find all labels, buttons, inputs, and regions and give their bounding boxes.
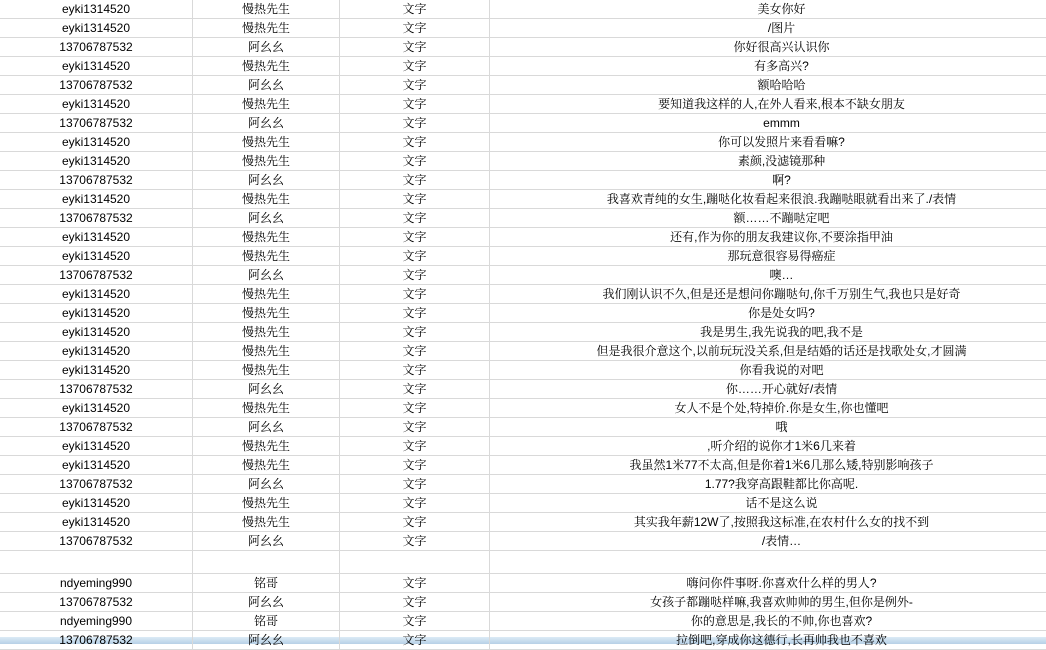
cell-nickname[interactable]: 阿幺幺 bbox=[193, 631, 340, 650]
cell-nickname[interactable]: 慢热先生 bbox=[193, 95, 340, 114]
cell-message[interactable]: 那玩意很容易得癌症 bbox=[490, 247, 1046, 266]
cell-message[interactable]: 嗨问你件事呀.你喜欢什么样的男人? bbox=[490, 574, 1046, 593]
cell-account-id[interactable]: eyki1314520 bbox=[0, 0, 193, 19]
cell-nickname[interactable]: 阿幺幺 bbox=[193, 593, 340, 612]
cell-nickname[interactable]: 慢热先生 bbox=[193, 190, 340, 209]
cell-account-id[interactable] bbox=[0, 551, 193, 574]
cell-account-id[interactable]: eyki1314520 bbox=[0, 228, 193, 247]
cell-message[interactable]: 美女你好 bbox=[490, 0, 1046, 19]
table-row bbox=[0, 95, 1046, 114]
table-row bbox=[0, 380, 1046, 399]
cell-nickname[interactable]: 阿幺幺 bbox=[193, 266, 340, 285]
table-row bbox=[0, 171, 1046, 190]
cell-nickname[interactable]: 阿幺幺 bbox=[193, 38, 340, 57]
cell-account-id[interactable]: 13706787532 bbox=[0, 76, 193, 95]
cell-message-type[interactable]: 文字 bbox=[340, 361, 490, 380]
table-row bbox=[0, 612, 1046, 631]
cell-message-type[interactable]: 文字 bbox=[340, 380, 490, 399]
cell-message[interactable]: 有多高兴? bbox=[490, 57, 1046, 76]
cell-account-id[interactable]: eyki1314520 bbox=[0, 285, 193, 304]
cell-nickname[interactable]: 慢热先生 bbox=[193, 513, 340, 532]
cell-message-type[interactable]: 文字 bbox=[340, 285, 490, 304]
cell-account-id[interactable]: 13706787532 bbox=[0, 209, 193, 228]
cell-account-id[interactable]: eyki1314520 bbox=[0, 342, 193, 361]
cell-message-type[interactable]: 文字 bbox=[340, 19, 490, 38]
cell-account-id[interactable]: eyki1314520 bbox=[0, 361, 193, 380]
cell-message-type[interactable]: 文字 bbox=[340, 437, 490, 456]
cell-message[interactable]: 额哈哈哈 bbox=[490, 76, 1046, 95]
cell-message-type[interactable]: 文字 bbox=[340, 399, 490, 418]
cell-account-id[interactable]: 13706787532 bbox=[0, 114, 193, 133]
cell-account-id[interactable]: eyki1314520 bbox=[0, 95, 193, 114]
table-row bbox=[0, 456, 1046, 475]
cell-account-id[interactable]: 13706787532 bbox=[0, 593, 193, 612]
cell-message-type[interactable]: 文字 bbox=[340, 228, 490, 247]
cell-account-id[interactable]: ndyeming990 bbox=[0, 612, 193, 631]
cell-message-type[interactable]: 文字 bbox=[340, 418, 490, 437]
cell-account-id[interactable]: eyki1314520 bbox=[0, 399, 193, 418]
cell-message-type[interactable]: 文字 bbox=[340, 266, 490, 285]
cell-nickname[interactable]: 阿幺幺 bbox=[193, 114, 340, 133]
table-row bbox=[0, 209, 1046, 228]
cell-message-type[interactable]: 文字 bbox=[340, 76, 490, 95]
table-row bbox=[0, 631, 1046, 650]
cell-message[interactable]: 拉倒吧,穿成你这德行,长再帅我也不喜欢 bbox=[490, 631, 1046, 650]
cell-nickname[interactable]: 慢热先生 bbox=[193, 19, 340, 38]
table-row bbox=[0, 57, 1046, 76]
table-row bbox=[0, 285, 1046, 304]
cell-message[interactable]: 我喜欢青纯的女生,蹦哒化妆看起来很浪.我蹦哒眼就看出来了./表情 bbox=[490, 190, 1046, 209]
table-row bbox=[0, 342, 1046, 361]
cell-nickname[interactable]: 阿幺幺 bbox=[193, 171, 340, 190]
cell-message[interactable]: 噢… bbox=[490, 266, 1046, 285]
cell-account-id[interactable]: eyki1314520 bbox=[0, 190, 193, 209]
cell-message[interactable]: 你的意思是,我长的不帅,你也喜欢? bbox=[490, 612, 1046, 631]
cell-account-id[interactable]: 13706787532 bbox=[0, 418, 193, 437]
table-row bbox=[0, 76, 1046, 95]
cell-account-id[interactable]: eyki1314520 bbox=[0, 19, 193, 38]
cell-message[interactable]: 我是男生,我先说我的吧,我不是 bbox=[490, 323, 1046, 342]
cell-nickname[interactable]: 铭哥 bbox=[193, 612, 340, 631]
cell-account-id[interactable]: ndyeming990 bbox=[0, 574, 193, 593]
cell-message-type[interactable]: 文字 bbox=[340, 304, 490, 323]
cell-account-id[interactable]: eyki1314520 bbox=[0, 437, 193, 456]
cell-message[interactable]: 哦 bbox=[490, 418, 1046, 437]
cell-message[interactable]: 素颜,没滤镜那种 bbox=[490, 152, 1046, 171]
table-row bbox=[0, 532, 1046, 551]
cell-account-id[interactable]: eyki1314520 bbox=[0, 304, 193, 323]
cell-nickname[interactable]: 慢热先生 bbox=[193, 494, 340, 513]
cell-nickname[interactable]: 慢热先生 bbox=[193, 323, 340, 342]
cell-message-type[interactable]: 文字 bbox=[340, 247, 490, 266]
cell-message[interactable]: 我虽然1米77不太高,但是你着1米6几那么矮,特别影响孩子 bbox=[490, 456, 1046, 475]
cell-nickname[interactable]: 阿幺幺 bbox=[193, 76, 340, 95]
cell-message-type[interactable]: 文字 bbox=[340, 593, 490, 612]
cell-message[interactable]: 要知道我这样的人,在外人看来,根本不缺女朋友 bbox=[490, 95, 1046, 114]
table-row bbox=[0, 437, 1046, 456]
table-row bbox=[0, 574, 1046, 593]
cell-message[interactable]: 女孩子都蹦哒样嘛,我喜欢帅帅的男生,但你是例外- bbox=[490, 593, 1046, 612]
cell-nickname[interactable]: 阿幺幺 bbox=[193, 380, 340, 399]
cell-message[interactable]: 额……不蹦哒定吧 bbox=[490, 209, 1046, 228]
cell-message[interactable]: 其实我年薪12W了,按照我这标准,在农村什么女的找不到 bbox=[490, 513, 1046, 532]
cell-account-id[interactable]: 13706787532 bbox=[0, 38, 193, 57]
cell-message-type[interactable]: 文字 bbox=[340, 342, 490, 361]
cell-account-id[interactable]: eyki1314520 bbox=[0, 152, 193, 171]
cell-message[interactable]: 你可以发照片来看看嘛? bbox=[490, 133, 1046, 152]
cell-nickname[interactable]: 慢热先生 bbox=[193, 399, 340, 418]
cell-account-id[interactable]: 13706787532 bbox=[0, 475, 193, 494]
cell-nickname[interactable]: 阿幺幺 bbox=[193, 418, 340, 437]
cell-account-id[interactable]: eyki1314520 bbox=[0, 57, 193, 76]
cell-message[interactable]: 你好很高兴认识你 bbox=[490, 38, 1046, 57]
cell-message[interactable]: /图片 bbox=[490, 19, 1046, 38]
cell-message-type[interactable]: 文字 bbox=[340, 114, 490, 133]
cell-message[interactable]: 你是处女吗? bbox=[490, 304, 1046, 323]
table-row bbox=[0, 0, 1046, 19]
table-row bbox=[0, 418, 1046, 437]
cell-account-id[interactable]: eyki1314520 bbox=[0, 494, 193, 513]
cell-account-id[interactable]: eyki1314520 bbox=[0, 323, 193, 342]
cell-message[interactable] bbox=[490, 551, 1046, 574]
table-row bbox=[0, 304, 1046, 323]
cell-nickname[interactable]: 阿幺幺 bbox=[193, 209, 340, 228]
cell-message[interactable]: /表情… bbox=[490, 532, 1046, 551]
table-row bbox=[0, 133, 1046, 152]
cell-nickname[interactable]: 慢热先生 bbox=[193, 285, 340, 304]
cell-message[interactable]: ,听介绍的说你才1米6几来着 bbox=[490, 437, 1046, 456]
table-row bbox=[0, 513, 1046, 532]
cell-message[interactable]: 啊? bbox=[490, 171, 1046, 190]
cell-nickname[interactable]: 慢热先生 bbox=[193, 247, 340, 266]
cell-nickname[interactable]: 阿幺幺 bbox=[193, 532, 340, 551]
cell-account-id[interactable]: eyki1314520 bbox=[0, 133, 193, 152]
table-row bbox=[0, 38, 1046, 57]
cell-message[interactable]: 你看我说的对吧 bbox=[490, 361, 1046, 380]
table-row bbox=[0, 247, 1046, 266]
cell-account-id[interactable]: 13706787532 bbox=[0, 380, 193, 399]
cell-nickname[interactable]: 慢热先生 bbox=[193, 57, 340, 76]
cell-account-id[interactable]: 13706787532 bbox=[0, 631, 193, 650]
cell-nickname[interactable]: 慢热先生 bbox=[193, 361, 340, 380]
cell-message-type[interactable]: 文字 bbox=[340, 0, 490, 19]
cell-message[interactable]: 话不是这么说 bbox=[490, 494, 1046, 513]
cell-message-type[interactable]: 文字 bbox=[340, 323, 490, 342]
table-row bbox=[0, 228, 1046, 247]
cell-nickname[interactable] bbox=[193, 551, 340, 574]
cell-nickname[interactable]: 铭哥 bbox=[193, 574, 340, 593]
table-row bbox=[0, 551, 1046, 574]
table-row bbox=[0, 475, 1046, 494]
cell-message-type[interactable]: 文字 bbox=[340, 532, 490, 551]
cell-message-type[interactable]: 文字 bbox=[340, 38, 490, 57]
cell-message-type[interactable]: 文字 bbox=[340, 631, 490, 650]
cell-message-type[interactable]: 文字 bbox=[340, 152, 490, 171]
cell-account-id[interactable]: 13706787532 bbox=[0, 266, 193, 285]
cell-message[interactable]: 1.77?我穿高跟鞋都比你高呢. bbox=[490, 475, 1046, 494]
cell-message-type[interactable]: 文字 bbox=[340, 133, 490, 152]
cell-message-type[interactable]: 文字 bbox=[340, 513, 490, 532]
cell-message-type[interactable] bbox=[340, 551, 490, 574]
table-row bbox=[0, 494, 1046, 513]
cell-nickname[interactable]: 慢热先生 bbox=[193, 437, 340, 456]
cell-account-id[interactable]: 13706787532 bbox=[0, 171, 193, 190]
cell-nickname[interactable]: 慢热先生 bbox=[193, 133, 340, 152]
table-row bbox=[0, 361, 1046, 380]
table-row bbox=[0, 266, 1046, 285]
cell-account-id[interactable]: eyki1314520 bbox=[0, 456, 193, 475]
cell-nickname[interactable]: 慢热先生 bbox=[193, 228, 340, 247]
cell-message[interactable]: 你……开心就好/表情 bbox=[490, 380, 1046, 399]
cell-message-type[interactable]: 文字 bbox=[340, 494, 490, 513]
cell-message[interactable]: 还有,作为你的朋友我建议你,不要涂指甲油 bbox=[490, 228, 1046, 247]
cell-message-type[interactable]: 文字 bbox=[340, 574, 490, 593]
cell-nickname[interactable]: 慢热先生 bbox=[193, 304, 340, 323]
cell-nickname[interactable]: 慢热先生 bbox=[193, 0, 340, 19]
cell-message-type[interactable]: 文字 bbox=[340, 209, 490, 228]
table-row bbox=[0, 323, 1046, 342]
cell-message-type[interactable]: 文字 bbox=[340, 475, 490, 494]
cell-message[interactable]: 女人不是个处,特掉价.你是女生,你也懂吧 bbox=[490, 399, 1046, 418]
cell-message-type[interactable]: 文字 bbox=[340, 57, 490, 76]
table-row bbox=[0, 19, 1046, 38]
cell-nickname[interactable]: 慢热先生 bbox=[193, 342, 340, 361]
table-row bbox=[0, 399, 1046, 418]
table-row bbox=[0, 114, 1046, 133]
cell-message-type[interactable]: 文字 bbox=[340, 171, 490, 190]
table-row bbox=[0, 190, 1046, 209]
cell-message[interactable]: 但是我很介意这个,以前玩玩没关系,但是结婚的话还是找歌处女,才圆满 bbox=[490, 342, 1046, 361]
cell-account-id[interactable]: eyki1314520 bbox=[0, 247, 193, 266]
table-row bbox=[0, 593, 1046, 612]
cell-message-type[interactable]: 文字 bbox=[340, 612, 490, 631]
cell-account-id[interactable]: eyki1314520 bbox=[0, 513, 193, 532]
cell-account-id[interactable]: 13706787532 bbox=[0, 532, 193, 551]
table-row bbox=[0, 152, 1046, 171]
cell-message-type[interactable]: 文字 bbox=[340, 95, 490, 114]
cell-message[interactable]: 我们刚认识不久,但是还是想问你蹦哒句,你千万别生气,我也只是好奇 bbox=[490, 285, 1046, 304]
cell-nickname[interactable]: 慢热先生 bbox=[193, 456, 340, 475]
cell-message[interactable]: emmm bbox=[490, 114, 1046, 133]
cell-nickname[interactable]: 慢热先生 bbox=[193, 152, 340, 171]
cell-nickname[interactable]: 阿幺幺 bbox=[193, 475, 340, 494]
cell-message-type[interactable]: 文字 bbox=[340, 190, 490, 209]
cell-message-type[interactable]: 文字 bbox=[340, 456, 490, 475]
